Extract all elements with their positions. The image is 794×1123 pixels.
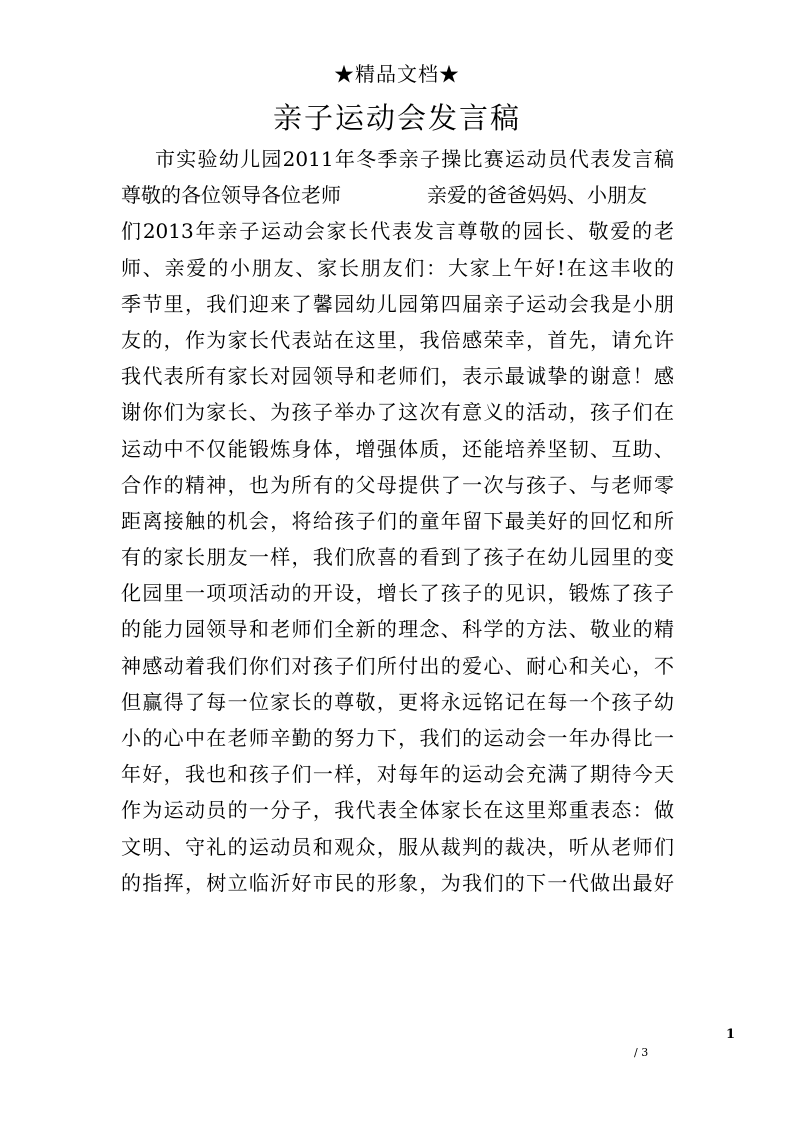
- body-line: 们2013年亲子运动会家长代表发言尊敬的园长、敬爱的老: [121, 219, 674, 244]
- page-number: 1: [726, 1027, 736, 1042]
- body-line: 但赢得了每一位家长的尊敬，更将永远铭记在每一个孩子幼: [121, 689, 674, 714]
- body-line: 我代表所有家长对园领导和老师们，表示最诚挚的谢意！感: [121, 364, 674, 389]
- body-line: 市实验幼儿园2011年冬季亲子操比赛运动员代表发言稿: [155, 147, 674, 171]
- body-line: 运动中不仅能锻炼身体，增强体质，还能培养坚韧、互助、: [121, 436, 674, 461]
- body-line: 小的心中在老师辛勤的努力下，我们的运动会一年办得比一: [121, 726, 674, 750]
- salutation-parents: 亲爱的爸爸妈妈、小朋友: [427, 183, 647, 208]
- document-title: 亲子运动会发言稿: [272, 101, 521, 135]
- body-line: 谢你们为家长、为孩子举办了这次有意义的活动，孩子们在: [121, 400, 674, 425]
- body-line: 友的，作为家长代表站在这里，我倍感荣幸，首先，请允许: [121, 327, 674, 352]
- document-header: ★精品文档★: [334, 62, 460, 86]
- body-line: 距离接触的机会，将给孩子们的童年留下最美好的回忆和所: [121, 508, 674, 533]
- body-line: 化园里一项项活动的开设，增长了孩子的见识，锻炼了孩子: [121, 581, 674, 606]
- body-line: 文明、守礼的运动员和观众，服从裁判的裁决，听从老师们: [121, 834, 674, 859]
- body-line: 神感动着我们你们对孩子们所付出的爱心、耐心和关心，不: [121, 653, 674, 678]
- document-body: [121, 141, 674, 901]
- body-line: 作为运动员的一分子，我代表全体家长在这里郑重表态：做: [121, 798, 674, 823]
- body-line: 的指挥，树立临沂好市民的形象，为我们的下一代做出最好: [121, 870, 674, 895]
- page-total: / 3: [634, 1046, 649, 1059]
- body-line: 师、亲爱的小朋友、家长朋友们：大家上午好!在这丰收的: [121, 255, 674, 280]
- body-line: 合作的精神，也为所有的父母提供了一次与孩子、与老师零: [121, 472, 674, 497]
- body-line: 季节里，我们迎来了馨园幼儿园第四届亲子运动会我是小朋: [121, 291, 674, 316]
- body-line: 年好，我也和孩子们一样，对每年的运动会充满了期待今天: [121, 762, 674, 787]
- body-line: 的能力园领导和老师们全新的理念、科学的方法、敬业的精: [121, 617, 674, 642]
- salutation-teachers: 尊敬的各位领导各位老师: [121, 183, 341, 208]
- body-line: [121, 177, 674, 213]
- body-line: 有的家长朋友一样，我们欣喜的看到了孩子在幼儿园里的变: [121, 545, 674, 570]
